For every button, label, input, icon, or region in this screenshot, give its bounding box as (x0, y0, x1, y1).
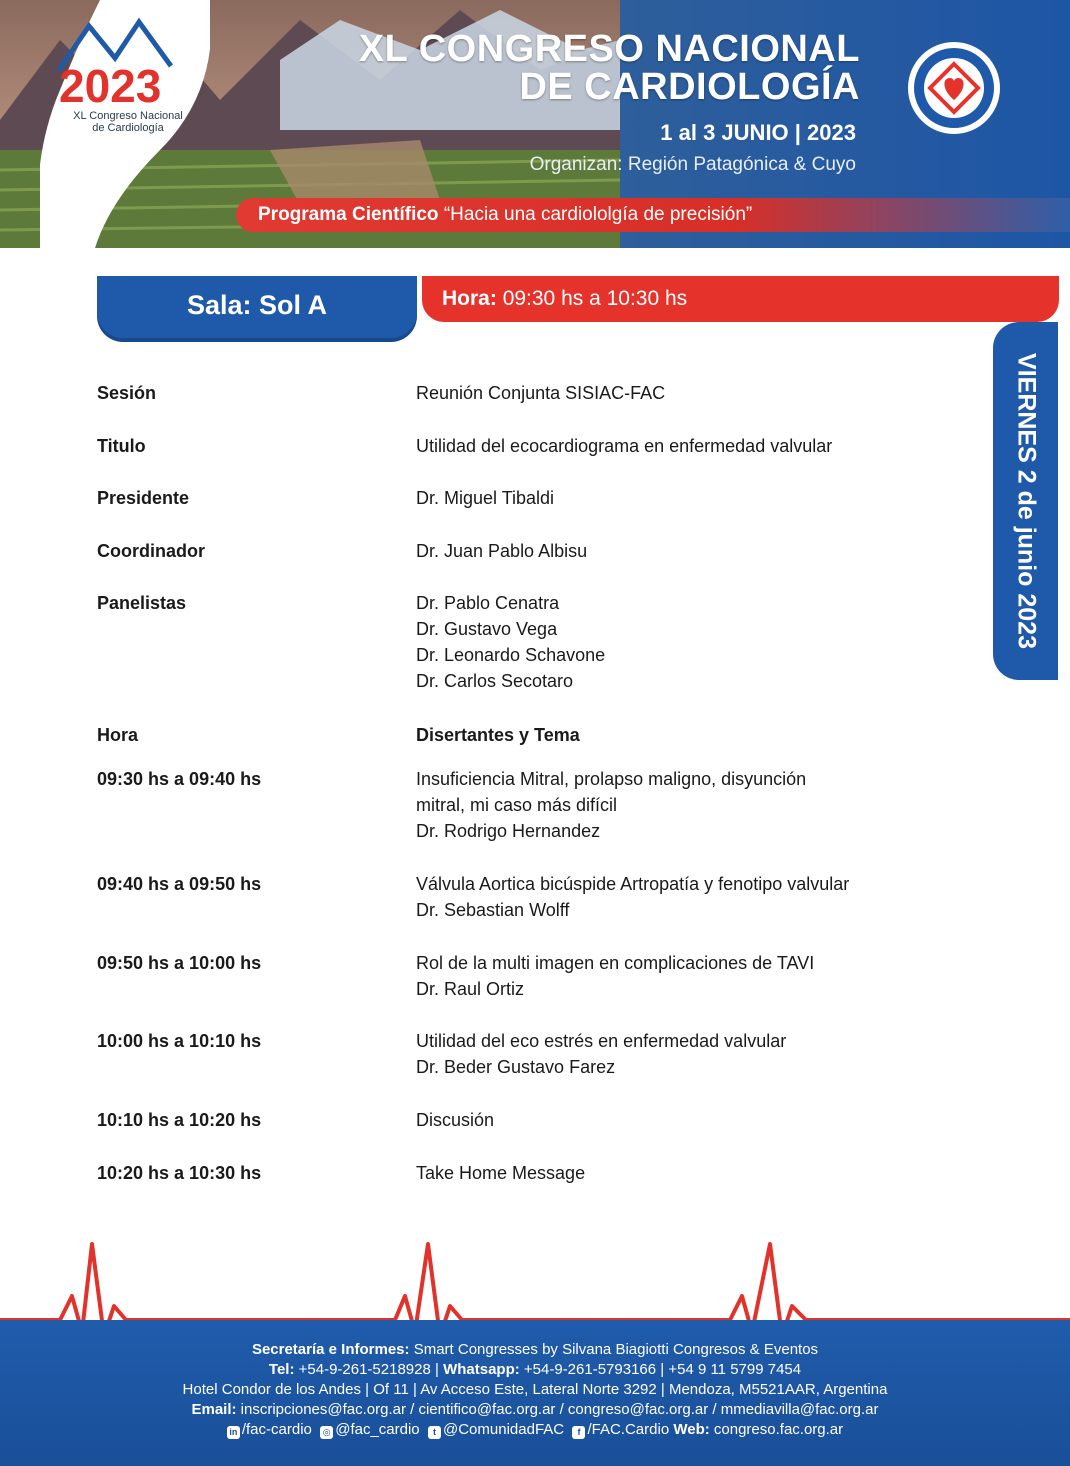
web-label: Web: (673, 1421, 710, 1438)
footer-address: Hotel Condor de los Andes | Of 11 | Av Acceso Este, Lateral Norte 3292 | Mendoza, M5521AAR, Argentina (182, 1381, 888, 1398)
schedule-topic (416, 950, 916, 1002)
program-label: Programa Científico (258, 204, 439, 225)
schedule-time: 09:40 hs a 09:50 hs (97, 874, 262, 894)
day-label: VIERNES 2 de junio 2023 (1012, 353, 1040, 649)
panelista: Dr. Leonardo Schavone (416, 645, 606, 665)
schedule-time: 10:10 hs a 10:20 hs (97, 1110, 262, 1130)
secretaria-label: Secretaría e Informes: (251, 1341, 410, 1358)
sesion-label: Sesión (97, 383, 157, 403)
titulo-value: Utilidad del ecocardiograma en enfermedad valvular (416, 436, 833, 456)
schedule-time: 09:50 hs a 10:00 hs (97, 953, 262, 973)
footer-phones (0, 1360, 1070, 1380)
topic-line: Válvula Aortica bicúspide Artropatía y fenotipo valvular (416, 874, 850, 894)
secretaria-value: Smart Congresses by Silvana Biagiotti Congresos & Eventos (413, 1341, 819, 1358)
topic-line: Discusión (416, 1110, 495, 1130)
congress-title (359, 30, 860, 106)
footer-secretaria (0, 1340, 1070, 1360)
topic-line: Take Home Message (416, 1163, 586, 1183)
schedule-topic (416, 766, 916, 844)
email-value[interactable]: inscripciones@fac.org.ar / cientifico@fac.org.ar / congreso@fac.org.ar / mmediavilla@fac.org.ar (240, 1401, 879, 1418)
instagram-link[interactable]: @fac_cardio (335, 1421, 420, 1438)
whatsapp-value[interactable]: +54-9-261-5793166 | +54 9 11 5799 7454 (523, 1361, 802, 1378)
coordinador-value: Dr. Juan Pablo Albisu (416, 541, 588, 561)
panelista: Dr. Pablo Cenatra (416, 593, 560, 613)
tel-label: Tel: (268, 1361, 295, 1378)
footer (0, 1320, 1070, 1466)
speaker-name: Dr. Sebastian Wolff (416, 900, 570, 920)
congress-organizers: Organizan: Región Patagónica & Cuyo (529, 154, 856, 175)
twitter-link[interactable]: @ComunidadFAC (443, 1421, 565, 1438)
email-label: Email: (191, 1401, 237, 1418)
topic-line: mitral, mi caso más difícil (416, 795, 618, 815)
congress-logo (55, 14, 195, 110)
congress-title-line2: DE CARDIOLOGÍA (519, 66, 860, 108)
logo-subtitle-line1: XL Congreso Nacional (73, 110, 183, 122)
logo-subtitle-line2: de Cardiología (92, 122, 164, 134)
footer-social (0, 1420, 1070, 1440)
linkedin-link[interactable]: /fac-cardio (241, 1421, 312, 1438)
hora-label: Hora: (442, 287, 497, 310)
schedule-time: 10:00 hs a 10:10 hs (97, 1031, 262, 1051)
tel-value[interactable]: +54-9-261-5218928 | (298, 1361, 439, 1378)
topic-line: Utilidad del eco estrés en enfermedad valvular (416, 1031, 787, 1051)
presidente-value: Dr. Miguel Tibaldi (416, 488, 555, 508)
hora-value: 09:30 hs a 10:30 hs (502, 287, 688, 310)
panelista: Dr. Gustavo Vega (416, 619, 558, 639)
speaker-name: Dr. Rodrigo Hernandez (416, 821, 601, 841)
topic-line: Insuficiencia Mitral, prolapso maligno, disyunción (416, 769, 807, 789)
schedule-topic (416, 1028, 916, 1080)
twitter-icon: t (428, 1426, 441, 1439)
hora-tab (422, 276, 1059, 322)
congress-dates: 1 al 3 JUNIO | 2023 (660, 120, 856, 145)
congress-title-line1: XL CONGRESO NACIONAL (358, 28, 860, 70)
schedule-time: 10:20 hs a 10:30 hs (97, 1163, 262, 1183)
footer-emails (0, 1400, 1070, 1420)
titulo-label: Titulo (97, 436, 146, 456)
facebook-link[interactable]: /FAC.Cardio (587, 1421, 670, 1438)
speaker-name: Dr. Beder Gustavo Farez (416, 1057, 616, 1077)
instagram-icon: ◎ (320, 1426, 333, 1439)
header-banner (0, 0, 1070, 248)
hora-column-header: Hora (97, 725, 139, 745)
coordinador-label: Coordinador (97, 541, 205, 561)
panelistas-label: Panelistas (97, 593, 187, 613)
schedule-time: 09:30 hs a 09:40 hs (97, 769, 262, 789)
linkedin-icon: in (227, 1426, 240, 1439)
speaker-name: Dr. Raul Ortiz (416, 979, 525, 999)
facebook-icon: f (572, 1426, 585, 1439)
day-tab (993, 322, 1058, 680)
logo-subtitle (58, 110, 198, 134)
panelistas-list (416, 590, 916, 694)
logo-year: 2023 (59, 60, 162, 110)
schedule-topic (416, 1160, 916, 1186)
topic-line: Rol de la multi imagen en complicaciones de TAVI (416, 953, 815, 973)
disertantes-column-header: Disertantes y Tema (416, 725, 580, 745)
schedule-topic (416, 1107, 916, 1133)
web-link[interactable]: congreso.fac.org.ar (713, 1421, 844, 1438)
panelista: Dr. Carlos Secotaro (416, 671, 574, 691)
whatsapp-label: Whatsapp: (443, 1361, 520, 1378)
program-motto: “Hacia una cardiololgía de precisión” (443, 204, 753, 225)
fac-seal-logo (906, 40, 1002, 136)
schedule-topic (416, 871, 916, 923)
sala-tab: Sala: Sol A (97, 276, 417, 338)
sesion-value: Reunión Conjunta SISIAC-FAC (416, 383, 666, 403)
program-banner (236, 198, 1070, 232)
presidente-label: Presidente (97, 488, 190, 508)
